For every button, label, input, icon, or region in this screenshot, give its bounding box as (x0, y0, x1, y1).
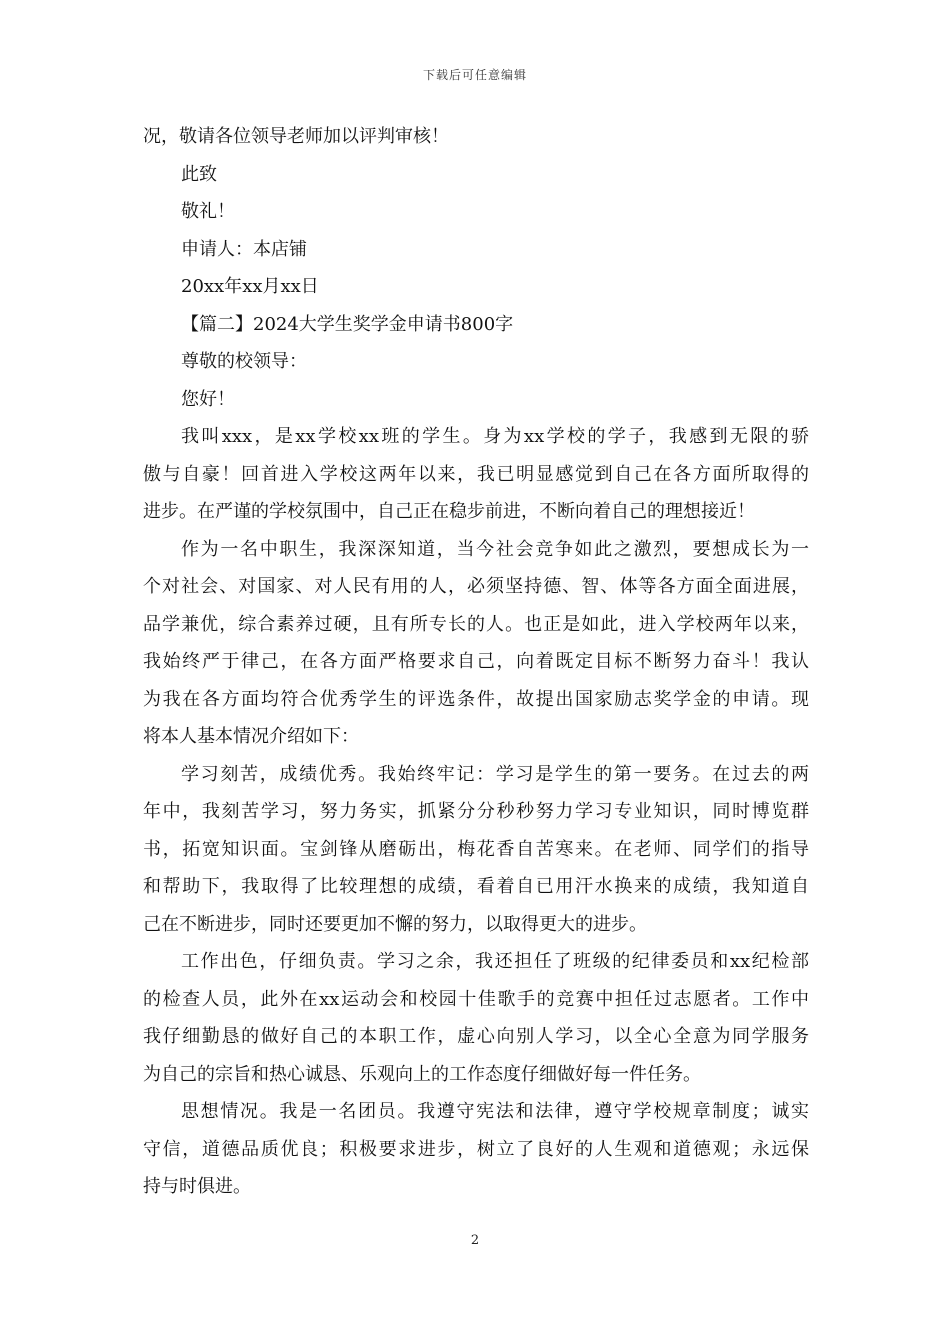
text-line: 和帮助下，我取得了比较理想的成绩，看着自已用汗水换来的成绩，我知道自 (143, 876, 809, 897)
text-line: 傲与自豪！回首进入学校这两年以来，我已明显感觉到自己在各方面所取得的 (143, 463, 809, 485)
text-line: 20xx年xx月xx日 (181, 276, 319, 297)
text-line: 【篇二】2024大学生奖学金申请书800字 (181, 313, 514, 335)
text-line: 思想情况。我是一名团员。我遵守宪法和法律，遵守学校规章制度；诚实 (181, 1101, 809, 1122)
text-line: 作为一名中职生，我深深知道，当今社会竞争如此之激烈，要想成长为一 (181, 538, 809, 560)
text-line: 申请人：本店铺 (181, 238, 307, 260)
text-line: 况，敬请各位领导老师加以评判审核！ (143, 126, 449, 147)
text-line: 工作出色，仔细负责。学习之余，我还担任了班级的纪律委员和xx纪检部 (181, 951, 809, 972)
text-line: 我仔细勤恳的做好自己的本职工作，虚心向别人学习，以全心全意为同学服务 (143, 1026, 809, 1047)
text-line: 书，拓宽知识面。宝剑锋从磨砺出，梅花香自苦寒来。在老师、同学们的指导 (143, 838, 809, 860)
page-number: 2 (470, 1233, 480, 1248)
text-line: 此致 (181, 163, 217, 185)
text-line: 个对社会、对国家、对人民有用的人，必须坚持德、智、体等各方面全面进展， (143, 576, 809, 597)
text-line: 守信，道德品质优良；积极要求进步，树立了良好的人生观和道德观；永远保 (143, 1138, 809, 1160)
text-line: 为自己的宗旨和热心诚恳、乐观向上的工作态度仔细做好每一件任务。 (143, 1063, 701, 1085)
document-body (143, 118, 809, 1206)
text-line: 持与时俱进。 (143, 1176, 251, 1197)
text-line: 年中，我刻苦学习，努力务实，抓紧分分秒秒努力学习专业知识，同时博览群 (143, 801, 809, 822)
text-line: 进步。在严谨的学校氛围中，自己正在稳步前进，不断向着自己的理想接近！ (143, 501, 755, 522)
text-line: 的检查人员，此外在xx运动会和校园十佳歌手的竞赛中担任过志愿者。工作中 (143, 988, 809, 1010)
text-line: 己在不断进步，同时还要更加不懈的努力，以取得更大的进步。 (143, 913, 647, 935)
text-line: 我叫xxx，是xx学校xx班的学生。身为xx学校的学子，我感到无限的骄 (181, 426, 809, 447)
text-line: 为我在各方面均符合优秀学生的评选条件，故提出国家励志奖学金的申请。现 (143, 688, 809, 710)
text-line: 您好！ (181, 388, 235, 410)
text-line: 我始终严于律己，在各方面严格要求自己，向着既定目标不断努力奋斗！我认 (143, 651, 809, 672)
text-line: 品学兼优，综合素养过硬，且有所专长的人。也正是如此，进入学校两年以来， (143, 613, 809, 635)
text-line: 敬礼！ (181, 201, 235, 222)
text-line: 尊敬的校领导： (181, 351, 307, 372)
text-line: 将本人基本情况介绍如下： (143, 726, 359, 747)
text-line: 学习刻苦，成绩优秀。我始终牢记：学习是学生的第一要务。在过去的两 (181, 763, 809, 785)
page-header-note: 下载后可任意编辑 (422, 68, 527, 82)
